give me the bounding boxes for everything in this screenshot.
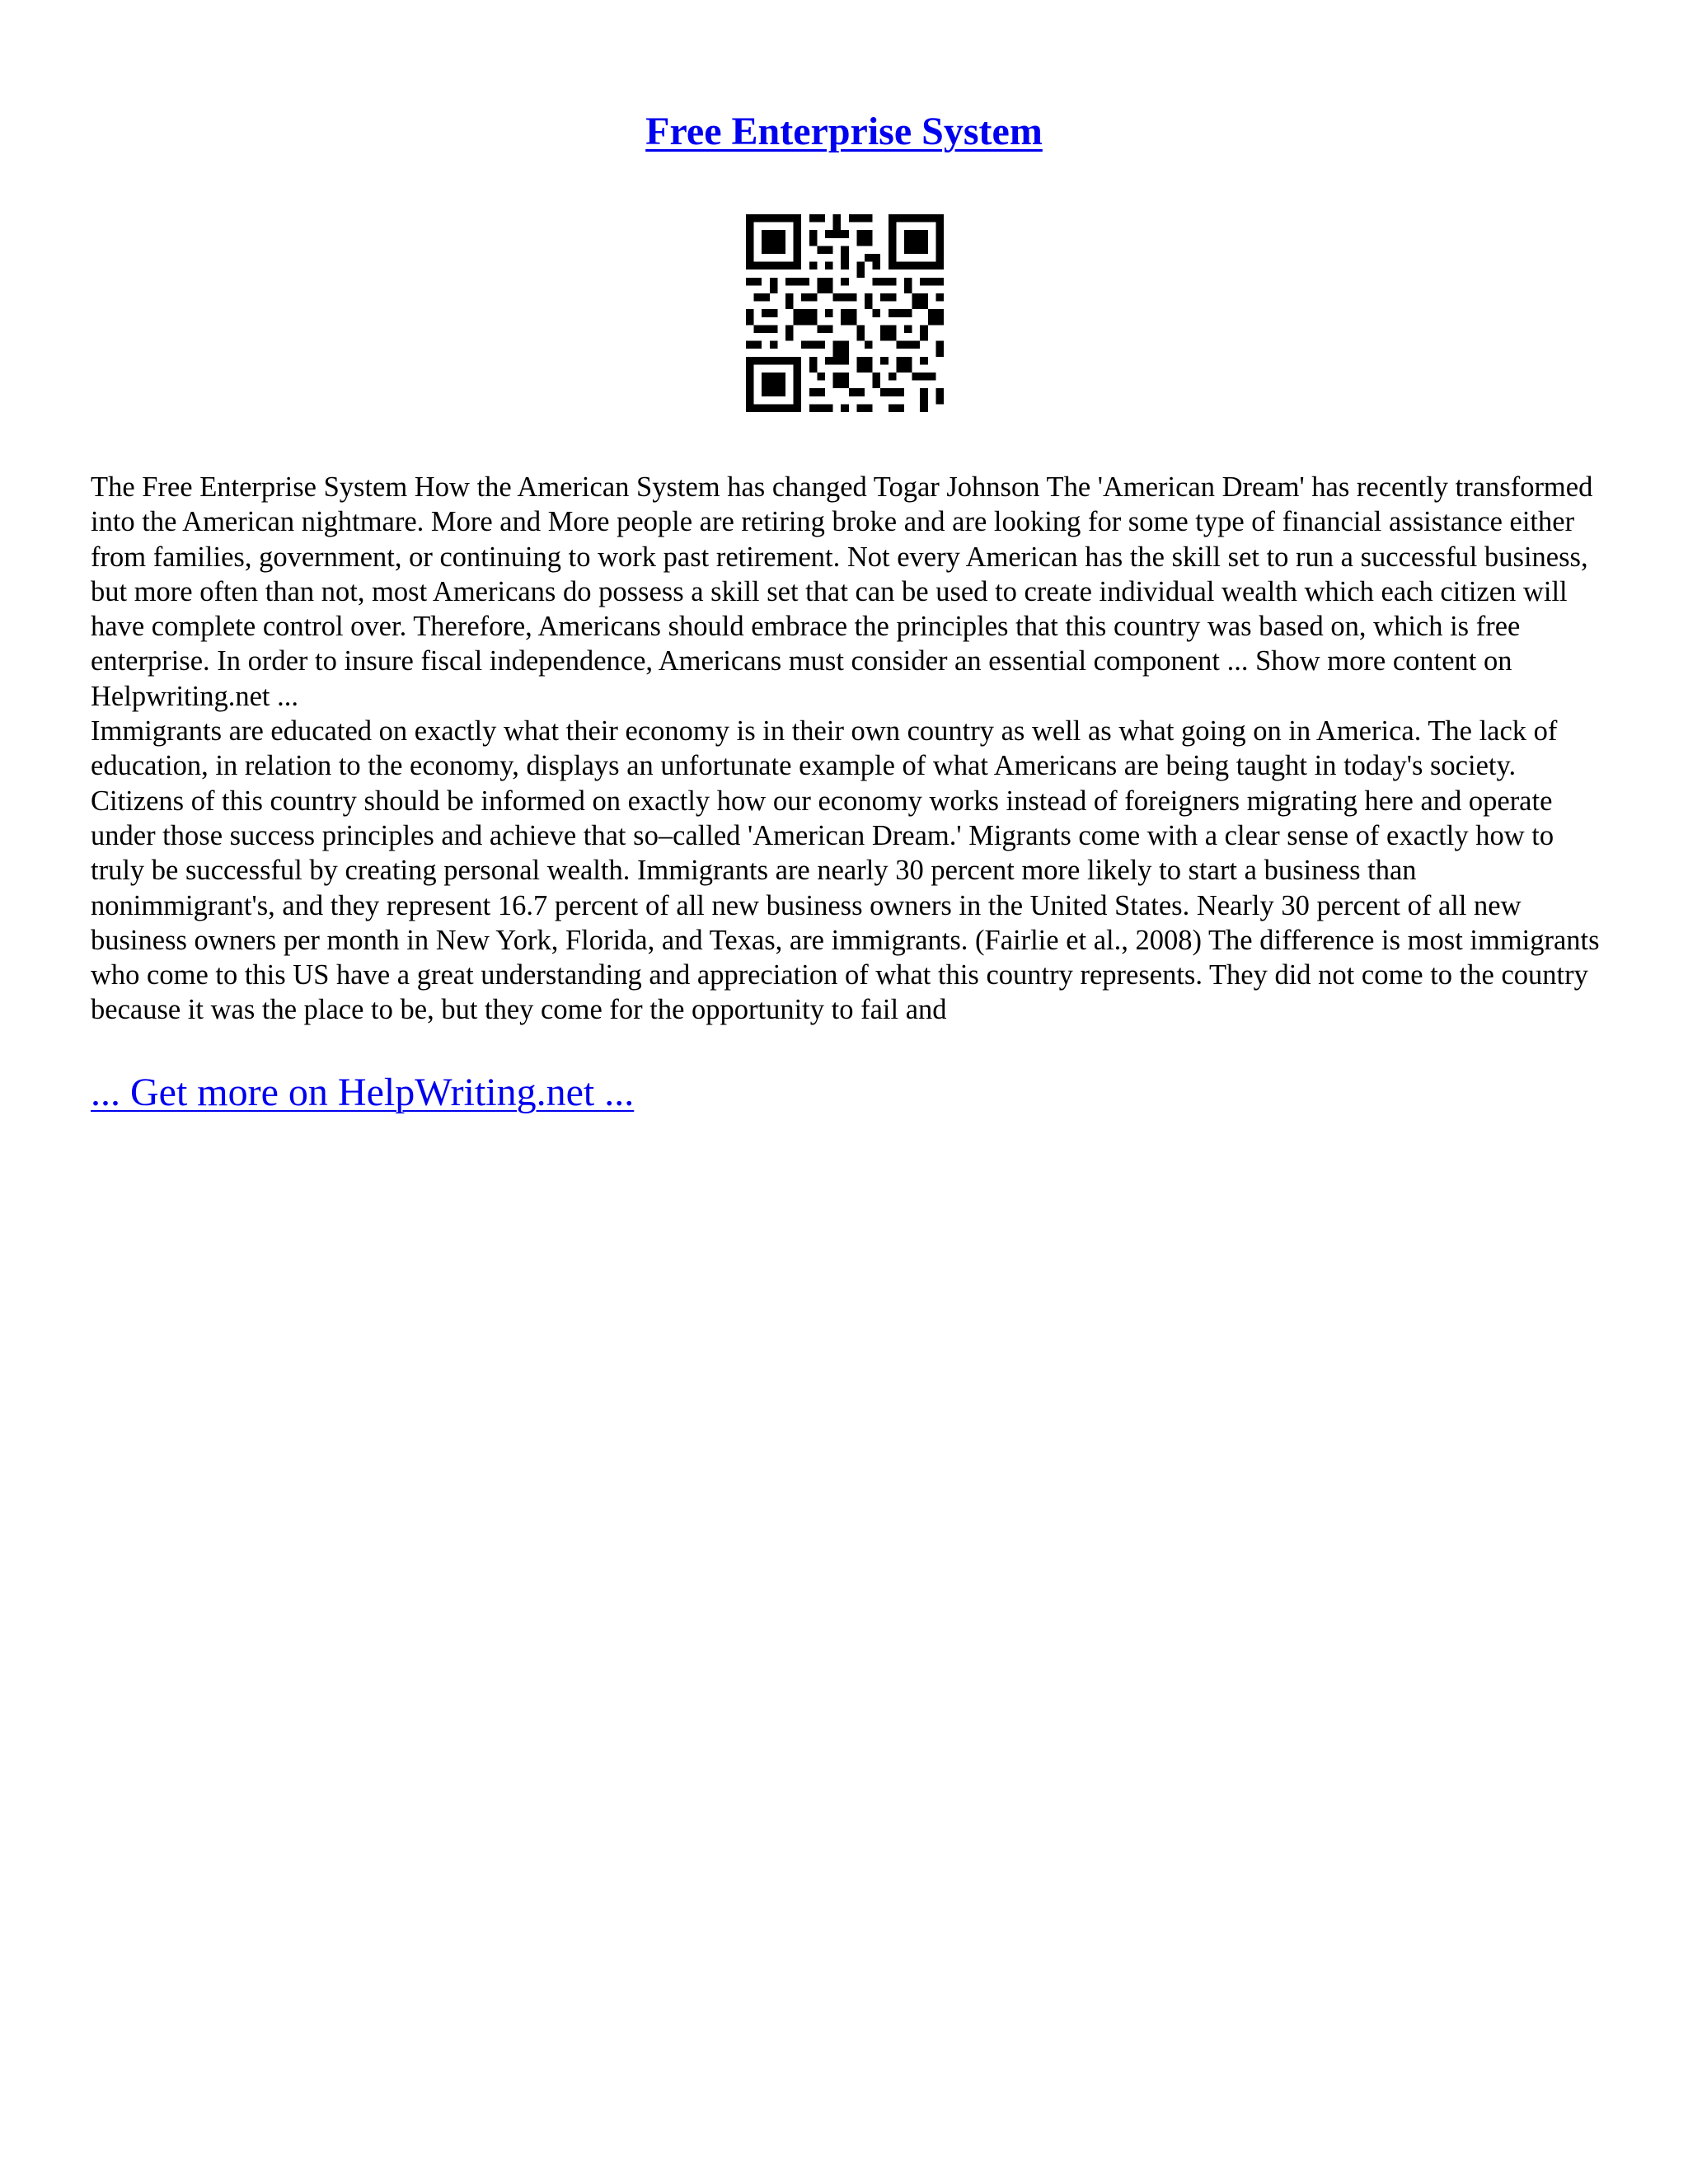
qr-code-icon [746, 214, 944, 412]
page-title [0, 107, 1688, 157]
title-link[interactable]: Free Enterprise System [645, 110, 1043, 153]
get-more-link[interactable]: ... Get more on HelpWriting.net ... [91, 1071, 635, 1114]
article-body [91, 470, 1607, 1028]
paragraph-1: The Free Enterprise System How the American System has changed Togar Johnson The 'American Dream' has recently transformed into the American nightmare. More and More people are retiring broke and are looking for some type of financial assistance either from families, government, or continuing to work past retirement. Not every American has the skill set to run a successful business, but more often than not, most Americans do possess a skill set that can be used to create individual wealth which each citizen will have complete control over. Therefore, Americans should embrace the principles that this country was based on, which is free enterprise. In order to insure fiscal independence, Americans must consider an essential component ... Show more content on Helpwriting.net ... [91, 471, 1593, 712]
get-more-link-container [91, 1068, 634, 1118]
paragraph-2: Immigrants are educated on exactly what their economy is in their own country as well as what going on in America. The lack of education, in relation to the economy, displays an unfortunate example of what Americans are being taught in today's society. Citizens of this country should be informed on exactly how our economy works instead of foreigners migrating here and operate under those success principles and achieve that so–called 'American Dream.' Migrants come with a clear sense of exactly how to truly be successful by creating personal wealth. Immigrants are nearly 30 percent more likely to start a business than nonimmigrant's, and they represent 16.7 percent of all new business owners in the United States. Nearly 30 percent of all new business owners per month in New York, Florida, and Texas, are immigrants. (Fairlie et al., 2008) The difference is most immigrants who come to this US have a great understanding and appreciation of what this country represents. They did not come to the country because it was the place to be, but they come for the opportunity to fail and [91, 715, 1600, 1026]
